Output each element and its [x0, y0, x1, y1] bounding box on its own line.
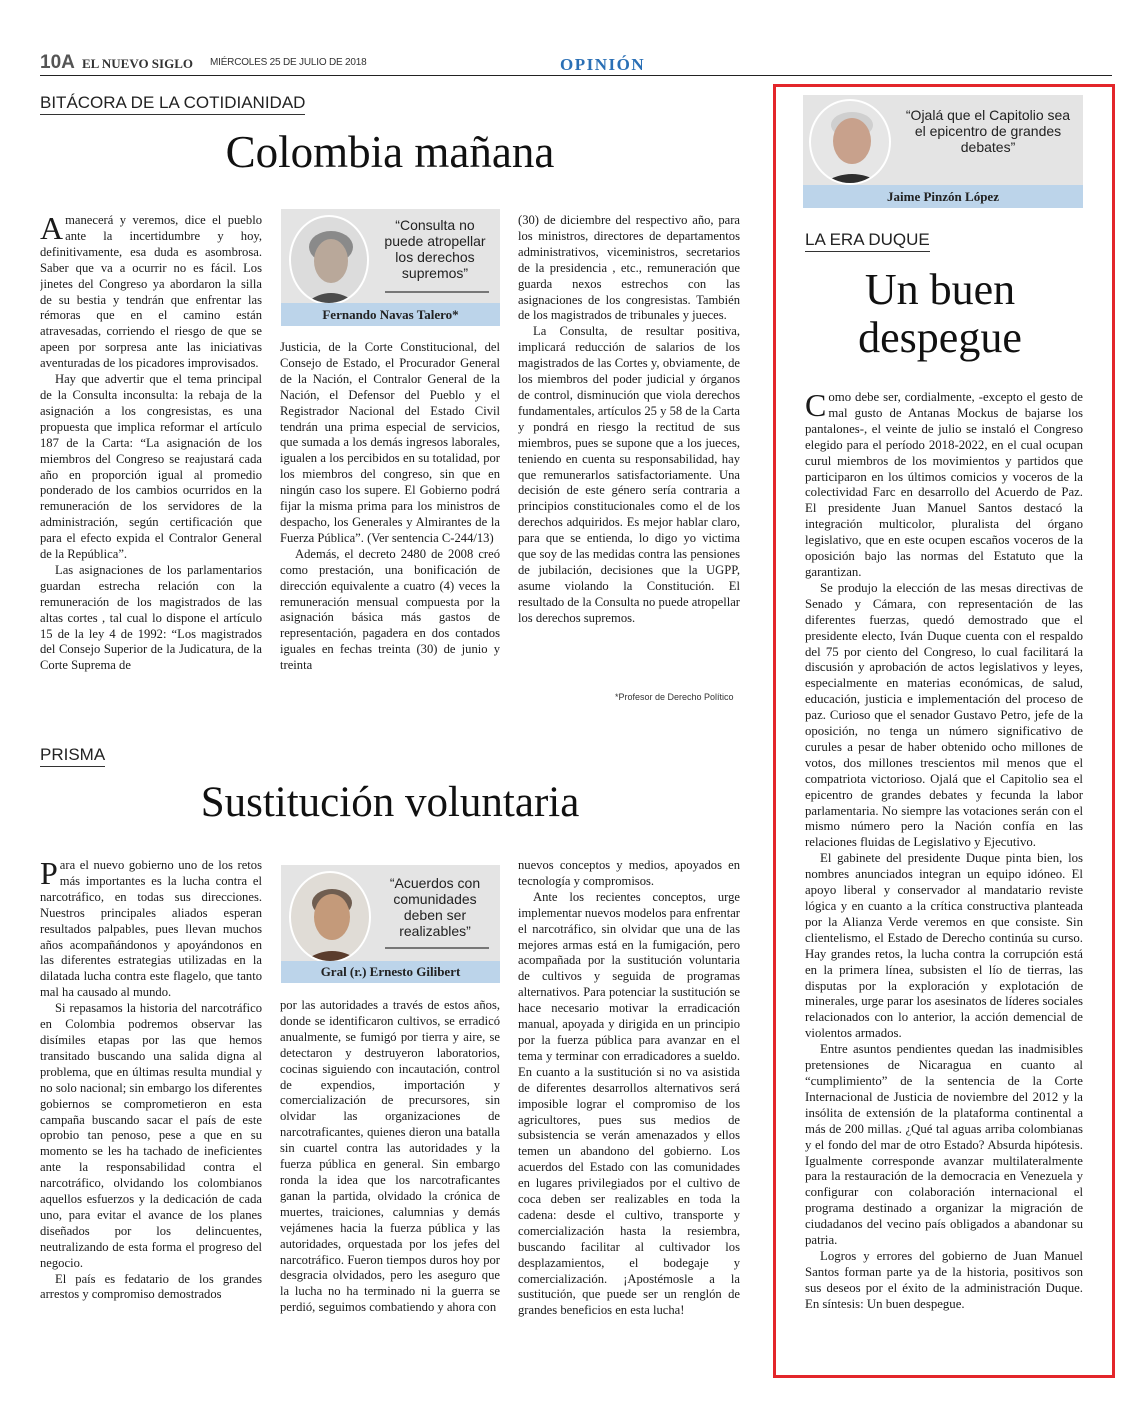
dropcap: P [40, 858, 58, 891]
dropcap: A [40, 213, 64, 246]
author-quote: “Consulta no puede atropellar los derechos supremos” [384, 217, 486, 281]
author-portrait-icon [291, 217, 369, 305]
headline-line-2: despegue [858, 313, 1022, 362]
headline-line-1: Un buen [864, 265, 1016, 314]
author-footnote: *Profesor de Derecho Político [615, 692, 734, 702]
article2-col1-para: El país es fedatario de los grandes arrestos y compromiso demostrados [40, 1271, 262, 1302]
quote-rule [385, 291, 489, 293]
author-quote: “Acuerdos con comunidades deben ser realizables” [389, 875, 481, 939]
article2-column-3 [518, 858, 740, 1376]
author-portrait-icon [291, 873, 371, 963]
author-name: Fernando Navas Talero* [281, 303, 500, 326]
author-photo [289, 215, 369, 305]
article3-para: El gabinete del presidente Duque pinta bien, los nombres anunciados integran un equipo idóneo. El apoyo liberal y conservador al mandatario reviste lógica y en cuanto a la crítica constructiva planteada por la Alianza Verde veremos en que consiste. Sin clientelismo, el Estado de Derecho continúa su curso. Hay grandes retos, la lucha contra la corrupción está en la primera línea, subsisten el lío de tierras, las disputas por la exploración y explotación de minerales, urge parar los asesinatos de líderes sociales relacionados con lo anterior, la acción demencial de violentos armados. [805, 851, 1083, 1041]
article1-kicker: BITÁCORA DE LA COTIDIANIDAD [40, 93, 305, 115]
author-name: Jaime Pinzón López [803, 185, 1083, 208]
article1-col2-para: Además, el decreto 2480 de 2008 creó como prestación, una bonificación de dirección equivalente a cuatro (4) veces la remuneración mensual compuesta por la asignación básica más gastos de representación, pagadera en dos contados iguales en fechas treinta (30) de junio y treinta [280, 546, 500, 673]
section-name: OPINIÓN [560, 55, 646, 74]
author-name: Gral (r.) Ernesto Gilibert [281, 961, 500, 983]
article2-kicker: PRISMA [40, 745, 105, 767]
author-photo [289, 871, 371, 963]
article1-col3-para: (30) de diciembre del respectivo año, para los ministros, directores de departamentos administrativos, viceministros, secretarios de la presidencia , etc., remuneración que guarda nexos estrechos con las asignaciones de los congresistas. También de los magistrados de tribunales y jueces. [518, 213, 740, 323]
article2-column-1 [40, 858, 262, 1376]
masthead [40, 52, 1112, 76]
author-photo [809, 99, 891, 185]
article1-col1-para: Amanecerá y veremos, dice el pueblo ante la incertidumbre y hoy, definitivamente, esa duda es asombrosa. Saber que va a ocurrir no es fácil. Los jinetes del Congreso ya abordaron la silla de su bestia y tendrán que enfrentar las rémoras que en el camino están atravesadas, corriendo el riesgo de que se apeen por sorpresa ante las iniciativas aventuradas de los picadores improvisados. [40, 213, 262, 371]
article1-column-1 [40, 213, 262, 706]
article2-col1-para: Para el nuevo gobierno uno de los retos más importantes es la lucha contra el narcotráfico, en todas sus direcciones. Nuestros principales aliados esperan resultados palpables, pues llevan muchos años acompañándonos y apoyándonos en las diferentes estrategias utilizadas en la dilatada lucha contra este flagelo, que tanto mal ha causado al mundo. [40, 858, 262, 1000]
article3-para: Entre asuntos pendientes quedan las inadmisibles pretensiones de Nicaragua en cuanto al “cumplimiento” de la sentencia de la Corte Internacional de Justicia de noviembre del 2012 y la insólita de extensión de la plataforma continental a más de 200 millas. ¿Qué tal aguas arriba colombianas y el fondo del mar de otro Estado? Absurda hipótesis. Igualmente corresponde avanzar multilateralmente para la restauración de la democracia en Venezuela y configurar con colaboración internacional el programa destinado a organizar la migración de ciudadanos del vecino país obligados a abandonar su patria. [805, 1042, 1083, 1248]
article3-kicker: LA ERA DUQUE [805, 230, 930, 252]
author-portrait-icon [811, 101, 891, 185]
newspaper-name: EL NUEVO SIGLO [82, 56, 193, 71]
article1-col2-para: Justicia, de la Corte Constitucional, del Consejo de Estado, el Procurador General de la Nación, el Contralor General de la Nación, el Defensor del Pueblo y el Registrador Nacional del Estado Civil tendrán una prima especial de servicios, que sumada a los demás ingresos laborales, igualen a los percibidos en su totalidad, por los miembros del congreso, sin que en ningún caso los supere. El Gobierno podrá fijar la misma prima para los ministros de despacho, los Generales y Almirantes de la Fuerza Pública”. (Ver sentencia C-244/13) [280, 340, 500, 545]
article1-column-2 [280, 340, 500, 706]
article3-headline [790, 266, 1090, 362]
article2-col3-para: Ante los recientes conceptos, urge implementar nuevos modelos para enfrentar el narcotráfico, sin olvidar que una de las mejores armas está en la fumigación, pero acompañada por la sustitución voluntaria de cultivos y seguida de programas alternativos. Para potenciar la sustitución se hace necesario motivar la erradicación manual, apoyada y dirigida en un principio por la fuerza pública para avanzar en el tema y terminar con erradicadores a sueldo. En cuanto a la sustitución si no va asistida de diferentes desarrollos alternativos será imposible lograr el compromiso de los agricultores, pues sus medios de subsistencia se verán amenazados y ellos temen un abandono del gobierno. Los acuerdos del Estado con las comunidades en lugares privilegiados por el cultivo de coca deben ser realizables en toda la cadena: desde el cultivo, transporte y comercialización hasta la resiembra, buscando facilitar al cultivador los desplazamientos, el bodegaje y comercialización. ¡Apostémosle a la sustitución, que puede ser un renglón de grandes beneficios en esta lucha! [518, 889, 740, 1318]
author-box-navas [281, 209, 500, 326]
quote-rule [385, 947, 489, 949]
article3-para: Logros y errores del gobierno de Juan Manuel Santos forman parte ya de la historia, positivos son sus deseos por el éxito de la administración Duque. En síntesis: Un buen despegue. [805, 1248, 1083, 1311]
article3-para: Se produjo la elección de las mesas directivas de Senado y Cámara, con representación de las diferentes fuerzas, quedó demostrado que el presidente electo, Iván Duque cuenta con el respaldo del 75 por ciento del Congreso, lo cual facilitará la discusión y aprobación de actos legislativos y leyes, especialmente en materias económicas, de salud, educación, justicia e implementación del proceso de paz. Curioso que el senador Gustavo Petro, jefe de la oposición, no tenga un número significativo de curules a pesar de haber obtenido ocho millones de votos, dos millones trescientos mil menos que el compatriota victorioso. Ojalá que el Capitolio sea el epicentro de grandes debates y fecunda la labor parlamentaria. No siempre las votaciones serán con el mismo número pero la Nación confía en las relaciones fluidas de Legislativo y Ejecutivo. [805, 580, 1083, 850]
article2-col3-para: nuevos conceptos y medios, apoyados en tecnología y compromisos. [518, 858, 740, 888]
dropcap: C [805, 390, 827, 423]
author-box-pinzon [803, 95, 1083, 208]
article3-body [805, 390, 1083, 1356]
article1-col1-para: Las asignaciones de los parlamentarios guardan estrecha relación con la remuneración de los magistrados de las altas cortes , tal cual lo dispone el artículo 15 de la ley 4 de 1992: “Los magistrados del Consejo Superior de la Judicatura, de la Corte Suprema de [40, 562, 262, 673]
article3-para: Como debe ser, cordialmente, -excepto el gesto de mal gusto de Antanas Mockus de bajarse los pantalones-, el veinte de julio se instaló el Congreso elegido para el período 2018-2022, en el cual ocupan curul miembros de los movimientos y partidos que participaron en los últimos comicios y voceros de la colectividad Farc en desarrollo del Acuerdo de Paz. El presidente Juan Manuel Santos destacó la integración multicolor, pluralista del órgano legislativo, que en este ocupen escaños voceros de la oposición bajo las normas del Estatuto que la garantizan. [805, 390, 1083, 579]
author-quote: “Ojalá que el Capitolio sea el epicentro de grandes debates” [905, 107, 1071, 155]
issue-date: MIÉRCOLES 25 DE JULIO DE 2018 [210, 57, 367, 68]
page-number: 10A [40, 52, 75, 73]
article2-col1-para: Si repasamos la historia del narcotráfico en Colombia podremos observar las disímiles etapas por las que hemos transitado buscando una salida digna al problema, que en últimas resulta mundial y no solo nacional; sin embargo los diferentes gobiernos se comprometieron en esta campaña buscando sacar el país de este oprobio tan penoso, pese a que en su momento se les ha tachado de ineficientes ante la responsabilidad contra el narcotráfico, olvidando los colombianos aquellos esfuerzos y la dedicación de cada uno, para evitar el avance de los planes diseñados por los delincuentes, neutralizando de esta forma el progreso del negocio. [40, 1001, 262, 1270]
article1-headline: Colombia mañana [225, 127, 555, 177]
article1-column-3 [518, 213, 740, 689]
article2-col2-para: por las autoridades a través de estos años, donde se identificaron cultivos, se erradicó anualmente, se fumigó por tierra y aire, se detectaron y destruyeron laboratorios, cocinas siguiendo con incautación, control de expendios, importación y comercialización de precursores, sin olvidar las organizaciones de narcotraficantes, quienes dieron una batalla sin cuartel contra las autoridades y la fuerza pública en general. Sin embargo ronda la idea que los narcotraficantes ganan la partida, olvidado la crónica de muertes, traiciones, calumnias y demás vejámenes hacia la fuerza pública y las autoridades, orquestada por los jefes del narcotráfico. Fueron tiempos duros hoy por desgracia olvidados, pero les aseguro que la lucha no ha terminado ni la guerra se perdió, seguimos combatiendo y ahora con [280, 998, 500, 1315]
article2-column-2 [280, 998, 500, 1376]
author-box-gilibert [281, 865, 500, 983]
article1-col1-para: Hay que advertir que el tema principal de la Consulta inconsulta: la rebaja de la asignación a los congresistas, es una propuesta que implica reformar el artículo 187 de la Carta: “La asignación de los miembros del Congreso se reajustará cada año en proporción igual al promedio ponderado de los cambios ocurridos en la remuneración de los servidores de la administración, según certificación que para el efecto expida el Contralor General de la República”. [40, 372, 262, 562]
article1-col3-para: La Consulta, de resultar positiva, implicará reducción de salarios de los magistrados de las Cortes y, obviamente, de los miembros del poder judicial y órganos de control, disminución que viola derechos fundamentales, artículos 25 y 58 de la Carta y pondrá en riesgo la rectitud de sus miembros, pues se supone que a los jueces, teniendo en cuenta su responsabilidad, hay que remunerarlos satisfactoriamente. Una decisión de este género sería contraria a principios constitucionales como el de los derechos adquiridos. Es mejor hablar claro, para que se entienda, lo digo yo victima que soy de las medidas contra las pensiones de jubilación, decisiones que la UGPP, asume violando la Constitución. El resultado de la Consulta no puede atropellar los derechos supremos. [518, 324, 740, 625]
article2-headline: Sustitución voluntaria [200, 779, 580, 826]
